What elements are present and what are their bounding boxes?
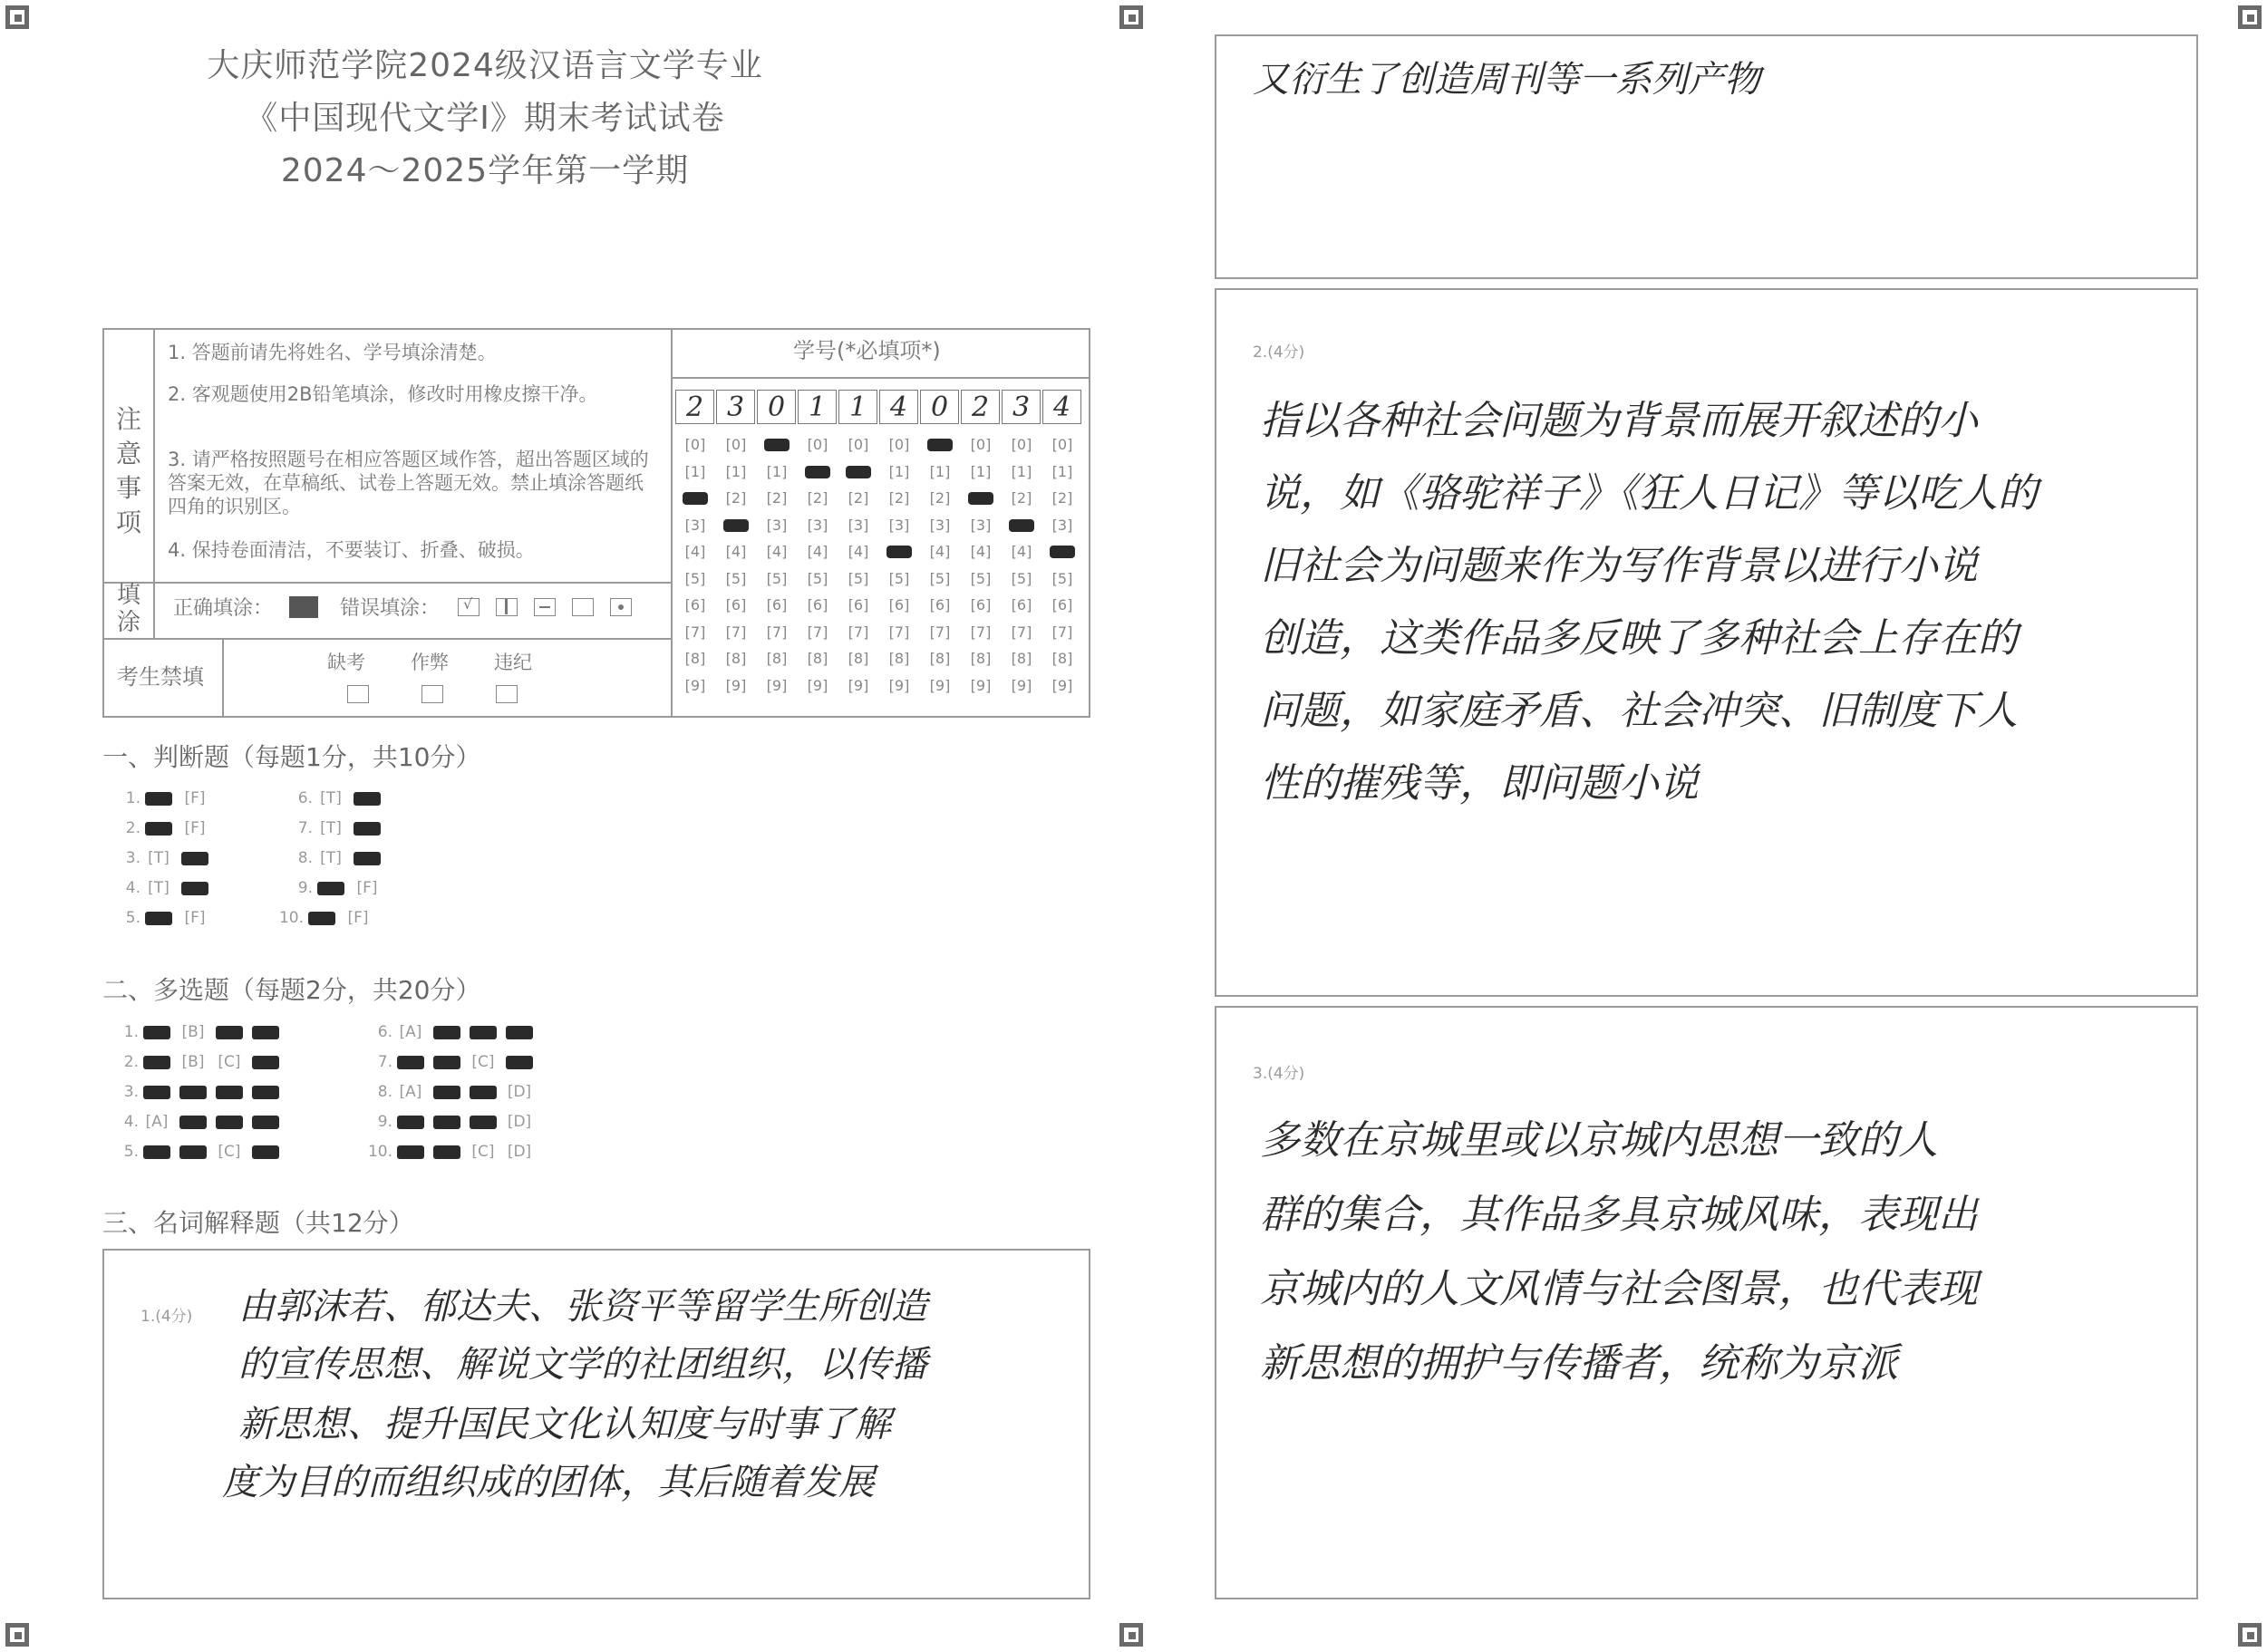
id-bubble[interactable]: [4]: [1011, 543, 1032, 560]
id-bubble[interactable]: [8]: [684, 650, 706, 667]
student-id-digit-cell: 2: [961, 390, 1000, 424]
tf-question-row: 10. [F]: [275, 904, 376, 932]
id-bubble[interactable]: [7]: [848, 623, 869, 641]
student-id-digit-cell: 0: [920, 390, 959, 424]
id-bubble[interactable]: [0]: [1011, 436, 1032, 453]
id-bubble[interactable]: [5]: [888, 569, 910, 587]
id-bubble[interactable]: [0]: [725, 436, 747, 453]
id-bubble[interactable]: [5]: [970, 569, 992, 587]
answer-bubble-filled[interactable]: [139, 1019, 175, 1046]
q3-line-2: 群的集合，其作品多具京城风味，表现出: [1260, 1192, 1978, 1238]
id-bubble[interactable]: [1]: [766, 462, 788, 480]
answer-bubble[interactable]: [C]: [471, 1143, 495, 1161]
id-bubble-filled[interactable]: [1009, 519, 1034, 532]
section2-answers: [102, 1019, 610, 1164]
corner-marker-bottom-left: [5, 1623, 29, 1647]
cheat-option-label: 作弊: [411, 652, 449, 673]
notice-item-3: 3. 请严格按照题号在相应答题区域作答，超出答题区域的答案无效，在草稿纸、试卷上答题无效。禁止填涂答题纸四角的识别区。: [168, 449, 649, 517]
answer-bubble-filled[interactable]: [139, 1048, 175, 1076]
answer-bubble[interactable]: [F]: [184, 819, 206, 837]
student-id-digits: [675, 390, 1083, 424]
mc-question-row: 4. [A]: [102, 1108, 284, 1135]
exam-title-line3: 2024～2025学年第一学期: [280, 152, 690, 189]
id-bubble[interactable]: [3]: [970, 516, 992, 534]
notice-label: 注意事项: [115, 404, 141, 537]
id-bubble[interactable]: [7]: [970, 623, 992, 641]
answer-bubble[interactable]: [C]: [218, 1053, 241, 1071]
answer-bubble-filled[interactable]: [392, 1048, 429, 1076]
answer-box-q1-continued[interactable]: [1215, 34, 2198, 279]
cheat-checkbox[interactable]: [421, 685, 443, 703]
violation-option-label: 违纪: [494, 652, 532, 673]
id-bubble[interactable]: [7]: [725, 623, 747, 641]
wrong-fill-sample-dot: [610, 598, 632, 616]
answer-box-q1[interactable]: [102, 1249, 1090, 1599]
answer-bubble-filled[interactable]: [140, 815, 177, 842]
id-bubble[interactable]: [0]: [888, 436, 910, 453]
tf-question-row: 7. [T]: [284, 815, 385, 842]
answer-bubble-filled[interactable]: [429, 1108, 465, 1135]
id-bubble[interactable]: [6]: [725, 596, 747, 613]
section1-answers: [102, 785, 483, 930]
section2-title: 二、多选题（每题2分，共20分）: [102, 975, 481, 1005]
answer-bubble-filled[interactable]: [313, 874, 349, 902]
id-bubble[interactable]: [1]: [1011, 462, 1032, 480]
q2-line-3: 旧社会为问题来作为写作背景以进行小说: [1260, 543, 1978, 589]
id-bubble[interactable]: [8]: [807, 650, 828, 667]
id-bubble[interactable]: [6]: [929, 596, 951, 613]
id-bubble[interactable]: [0]: [684, 436, 706, 453]
answer-bubble-filled[interactable]: [211, 1108, 247, 1135]
id-bubble[interactable]: [3]: [929, 516, 951, 534]
student-id-digit-cell: 0: [757, 390, 796, 424]
id-bubble[interactable]: [9]: [929, 676, 951, 694]
answer-bubble-filled[interactable]: [139, 1078, 175, 1106]
id-bubble[interactable]: [9]: [725, 676, 747, 694]
id-bubble[interactable]: [1]: [929, 462, 951, 480]
answer-bubble[interactable]: [A]: [399, 1083, 422, 1101]
answer-bubble[interactable]: [F]: [356, 879, 378, 897]
id-bubble[interactable]: [7]: [1011, 623, 1032, 641]
answer-bubble[interactable]: [F]: [184, 789, 206, 807]
id-bubble[interactable]: [9]: [970, 676, 992, 694]
answer-bubble[interactable]: [D]: [507, 1143, 532, 1161]
q2-line-1: 指以各种社会问题为背景而展开叙述的小: [1260, 398, 1978, 444]
corner-marker-bottom-middle: [1119, 1623, 1143, 1647]
id-bubble[interactable]: [2]: [929, 489, 951, 507]
corner-marker-top-middle: [1119, 5, 1143, 29]
id-bubble[interactable]: [3]: [684, 516, 706, 534]
answer-bubble-filled[interactable]: [247, 1108, 284, 1135]
student-id-digit-cell: 2: [675, 390, 714, 424]
mc-question-row: 5. [C]: [102, 1138, 284, 1165]
id-bubble[interactable]: [2]: [1051, 489, 1073, 507]
id-bubble[interactable]: [4]: [725, 543, 747, 560]
id-bubble[interactable]: [3]: [1051, 516, 1073, 534]
id-bubble[interactable]: [6]: [1051, 596, 1073, 613]
corner-marker-top-right: [2238, 5, 2262, 29]
id-bubble[interactable]: [2]: [888, 489, 910, 507]
id-bubble[interactable]: [4]: [970, 543, 992, 560]
id-bubble[interactable]: [8]: [970, 650, 992, 667]
wrong-fill-sample-empty: [572, 598, 594, 616]
wrong-fill-sample-check: √: [458, 598, 480, 616]
id-bubble[interactable]: [7]: [929, 623, 951, 641]
mc-question-row: 10. [C] [D]: [356, 1138, 538, 1165]
mc-question-row: 7. [C]: [356, 1048, 538, 1076]
violation-checkbox[interactable]: [496, 685, 518, 703]
answer-bubble[interactable]: [B]: [181, 1023, 205, 1041]
id-bubble[interactable]: [1]: [684, 462, 706, 480]
id-bubble[interactable]: [4]: [807, 543, 828, 560]
examinee-label: 考生禁填: [117, 664, 204, 690]
answer-bubble-filled[interactable]: [349, 785, 385, 812]
id-bubble[interactable]: [8]: [725, 650, 747, 667]
id-bubble-filled[interactable]: [846, 466, 871, 478]
section1-title: 一、判断题（每题1分，共10分）: [102, 742, 481, 772]
answer-bubble-filled[interactable]: [465, 1078, 501, 1106]
id-bubble-filled[interactable]: [927, 439, 953, 451]
answer-bubble-filled[interactable]: [429, 1019, 465, 1046]
id-bubble[interactable]: [2]: [1011, 489, 1032, 507]
correct-fill-sample: [289, 596, 318, 618]
id-bubble[interactable]: [9]: [1051, 676, 1073, 694]
absent-checkbox[interactable]: [347, 685, 369, 703]
id-bubble[interactable]: [9]: [1011, 676, 1032, 694]
id-bubble[interactable]: [8]: [766, 650, 788, 667]
answer-bubble-filled[interactable]: [429, 1048, 465, 1076]
id-bubble[interactable]: [3]: [766, 516, 788, 534]
answer-bubble-filled[interactable]: [140, 904, 177, 932]
id-bubble[interactable]: [4]: [684, 543, 706, 560]
answer-bubble-filled[interactable]: [247, 1138, 284, 1165]
id-bubble-filled[interactable]: [1050, 546, 1075, 558]
answer-bubble-filled[interactable]: [429, 1078, 465, 1106]
answer-bubble[interactable]: [C]: [471, 1053, 495, 1071]
absent-option-label: 缺考: [327, 652, 365, 673]
q2-line-4: 创造，这类作品多反映了多种社会上存在的: [1260, 615, 2018, 662]
id-bubble[interactable]: [5]: [929, 569, 951, 587]
answer-bubble-filled[interactable]: [429, 1138, 465, 1165]
id-bubble[interactable]: [6]: [970, 596, 992, 613]
id-bubble[interactable]: [2]: [848, 489, 869, 507]
tf-question-row: 1. [F]: [111, 785, 213, 812]
id-bubble[interactable]: [7]: [807, 623, 828, 641]
answer-bubble-filled[interactable]: [211, 1078, 247, 1106]
id-bubble[interactable]: [5]: [1051, 569, 1073, 587]
id-bubble[interactable]: [0]: [970, 436, 992, 453]
answer-bubble-filled[interactable]: [501, 1019, 538, 1046]
mc-question-row: 8. [A] [D]: [356, 1078, 538, 1106]
answer-bubble[interactable]: [T]: [320, 789, 342, 807]
id-bubble[interactable]: [7]: [766, 623, 788, 641]
id-bubble[interactable]: [6]: [848, 596, 869, 613]
student-id-digit-cell: 4: [1042, 390, 1081, 424]
id-bubble[interactable]: [5]: [1011, 569, 1032, 587]
id-bubble[interactable]: [5]: [807, 569, 828, 587]
id-bubble[interactable]: [9]: [807, 676, 828, 694]
answer-bubble[interactable]: [A]: [145, 1113, 169, 1131]
id-bubble[interactable]: [6]: [766, 596, 788, 613]
tf-question-row: 2. [F]: [111, 815, 213, 842]
q2-line-2: 说，如《骆驼祥子》《狂人日记》等以吃人的: [1260, 470, 2038, 517]
correct-fill-label: 正确填涂：: [173, 597, 274, 620]
answer-bubble-filled[interactable]: [175, 1108, 211, 1135]
answer-bubble-filled[interactable]: [247, 1019, 284, 1046]
answer-bubble-filled[interactable]: [175, 1138, 211, 1165]
answer-bubble-filled[interactable]: [349, 815, 385, 842]
answer-bubble-filled[interactable]: [349, 845, 385, 872]
tf-question-row: 9. [F]: [284, 874, 385, 902]
id-bubble[interactable]: [9]: [888, 676, 910, 694]
wrong-fill-sample-dash: [534, 598, 556, 616]
answer-bubble-filled[interactable]: [501, 1048, 538, 1076]
id-bubble[interactable]: [0]: [848, 436, 869, 453]
q1-line-1: 由郭沫若、郁达夫、张资平等留学生所创造: [238, 1286, 927, 1328]
wrong-fill-label: 错误填涂：: [340, 597, 441, 620]
id-bubble[interactable]: [2]: [766, 489, 788, 507]
id-bubble[interactable]: [8]: [1011, 650, 1032, 667]
exam-title-line2: 《中国现代文学Ⅰ》期末考试试卷: [245, 100, 725, 137]
id-bubble[interactable]: [4]: [929, 543, 951, 560]
id-bubble-filled[interactable]: [764, 439, 790, 451]
answer-bubble-filled[interactable]: [465, 1108, 501, 1135]
id-bubble-filled[interactable]: [683, 492, 708, 505]
mc-question-row: 1. [B]: [102, 1019, 284, 1046]
id-bubble-filled[interactable]: [805, 466, 830, 478]
id-bubble[interactable]: [0]: [807, 436, 828, 453]
id-bubble[interactable]: [1]: [970, 462, 992, 480]
fill-label: 填涂: [116, 582, 140, 636]
student-id-bubble-grid: [675, 431, 1083, 703]
answer-bubble-filled[interactable]: [175, 1078, 211, 1106]
q3-line-1: 多数在京城里或以京城内思想一致的人: [1260, 1117, 1938, 1164]
id-bubble[interactable]: [8]: [888, 650, 910, 667]
id-bubble[interactable]: [7]: [888, 623, 910, 641]
mc-question-row: 2. [B] [C]: [102, 1048, 284, 1076]
q1-label: 1.(4分): [140, 1308, 193, 1326]
answer-bubble[interactable]: [B]: [181, 1053, 205, 1071]
id-bubble[interactable]: [8]: [848, 650, 869, 667]
tf-question-row: 3. [T]: [111, 845, 213, 872]
id-bubble[interactable]: [9]: [848, 676, 869, 694]
student-id-digit-cell: 1: [798, 390, 837, 424]
q3-line-4: 新思想的拥护与传播者，统称为京派: [1260, 1340, 1898, 1386]
notice-item-4: 4. 保持卷面清洁，不要装订、折叠、破损。: [168, 539, 535, 561]
notice-item-2: 2. 客观题使用2B铅笔填涂，修改时用橡皮擦干净。: [168, 383, 598, 405]
answer-bubble[interactable]: [F]: [184, 909, 206, 927]
id-bubble[interactable]: [3]: [848, 516, 869, 534]
answer-bubble[interactable]: [C]: [218, 1143, 241, 1161]
id-bubble-filled[interactable]: [723, 519, 749, 532]
id-bubble-filled[interactable]: [968, 492, 993, 505]
id-bubble[interactable]: [5]: [725, 569, 747, 587]
id-bubble[interactable]: [7]: [684, 623, 706, 641]
answer-bubble[interactable]: [D]: [507, 1113, 532, 1131]
tf-question-row: 8. [T]: [284, 845, 385, 872]
answer-bubble[interactable]: [T]: [148, 879, 170, 897]
q1-line-2: 的宣传思想、解说文学的社团组织，以传播: [238, 1344, 927, 1386]
q1-continued-line: 又衍生了创造周刊等一系列产物: [1253, 59, 1760, 101]
answer-bubble-filled[interactable]: [392, 1138, 429, 1165]
id-bubble[interactable]: [0]: [1051, 436, 1073, 453]
id-bubble[interactable]: [9]: [766, 676, 788, 694]
q2-line-6: 性的摧残等，即问题小说: [1260, 760, 1699, 807]
q1-line-4: 度为目的而组织成的团体，其后随着发展: [222, 1462, 875, 1503]
notice-and-id-panel: [102, 328, 1090, 718]
answer-bubble-filled[interactable]: [465, 1019, 501, 1046]
corner-marker-bottom-right: [2238, 1623, 2262, 1647]
id-bubble[interactable]: [6]: [1011, 596, 1032, 613]
answer-bubble[interactable]: [A]: [399, 1023, 422, 1041]
tf-question-row: 6. [T]: [284, 785, 385, 812]
id-bubble[interactable]: [4]: [848, 543, 869, 560]
id-bubble[interactable]: [9]: [684, 676, 706, 694]
tf-question-row: 5. [F]: [111, 904, 213, 932]
answer-bubble[interactable]: [T]: [320, 849, 342, 867]
id-bubble[interactable]: [8]: [1051, 650, 1073, 667]
id-bubble[interactable]: [3]: [807, 516, 828, 534]
notice-item-1: 1. 答题前请先将姓名、学号填涂清楚。: [168, 342, 497, 363]
answer-box-q2[interactable]: [1215, 288, 2198, 997]
corner-marker-top-left: [5, 5, 29, 29]
mc-question-row: 6. [A]: [356, 1019, 538, 1046]
answer-bubble[interactable]: [T]: [148, 849, 170, 867]
q2-label: 2.(4分): [1253, 343, 1305, 362]
id-bubble[interactable]: [5]: [684, 569, 706, 587]
id-bubble[interactable]: [1]: [725, 462, 747, 480]
mc-question-row: 3.: [102, 1078, 284, 1106]
answer-bubble[interactable]: [D]: [507, 1083, 532, 1101]
answer-bubble-filled[interactable]: [247, 1078, 284, 1106]
tf-question-row: 4. [T]: [111, 874, 213, 902]
id-bubble[interactable]: [6]: [807, 596, 828, 613]
id-bubble-filled[interactable]: [886, 546, 912, 558]
q1-line-3: 新思想、提升国民文化认知度与时事了解: [238, 1404, 891, 1445]
id-bubble[interactable]: [2]: [725, 489, 747, 507]
student-id-digit-cell: 3: [716, 390, 755, 424]
id-bubble[interactable]: [6]: [888, 596, 910, 613]
answer-bubble-filled[interactable]: [139, 1138, 175, 1165]
id-bubble[interactable]: [3]: [888, 516, 910, 534]
answer-bubble[interactable]: [T]: [320, 819, 342, 837]
answer-bubble-filled[interactable]: [392, 1108, 429, 1135]
id-bubble[interactable]: [5]: [848, 569, 869, 587]
student-id-digit-cell: 3: [1002, 390, 1041, 424]
q2-line-5: 问题，如家庭矛盾、社会冲突、旧制度下人: [1260, 688, 2018, 734]
student-id-digit-cell: 1: [838, 390, 877, 424]
id-bubble[interactable]: [7]: [1051, 623, 1073, 641]
q3-label: 3.(4分): [1253, 1065, 1305, 1083]
answer-bubble-filled[interactable]: [304, 904, 340, 932]
id-bubble[interactable]: [4]: [766, 543, 788, 560]
wrong-fill-sample-bar: [496, 598, 518, 616]
answer-box-q3[interactable]: [1215, 1006, 2198, 1599]
id-bubble[interactable]: [2]: [807, 489, 828, 507]
answer-bubble-filled[interactable]: [140, 785, 177, 812]
id-bubble[interactable]: [1]: [1051, 462, 1073, 480]
exam-title-line1: 大庆师范学院2024级汉语言文学专业: [207, 47, 763, 84]
q3-line-3: 京城内的人文风情与社会图景，也代表现: [1260, 1266, 1978, 1312]
answer-bubble-filled[interactable]: [177, 874, 213, 902]
student-id-digit-cell: 4: [879, 390, 918, 424]
section3-title: 三、名词解释题（共12分）: [102, 1208, 414, 1238]
student-id-title: 学号(*必填项*): [793, 338, 941, 363]
id-bubble[interactable]: [5]: [766, 569, 788, 587]
answer-bubble-filled[interactable]: [177, 845, 213, 872]
id-bubble[interactable]: [1]: [888, 462, 910, 480]
answer-bubble-filled[interactable]: [211, 1019, 247, 1046]
id-bubble[interactable]: [8]: [929, 650, 951, 667]
answer-bubble[interactable]: [F]: [347, 909, 369, 927]
mc-question-row: 9. [D]: [356, 1108, 538, 1135]
answer-bubble-filled[interactable]: [247, 1048, 284, 1076]
id-bubble[interactable]: [6]: [684, 596, 706, 613]
